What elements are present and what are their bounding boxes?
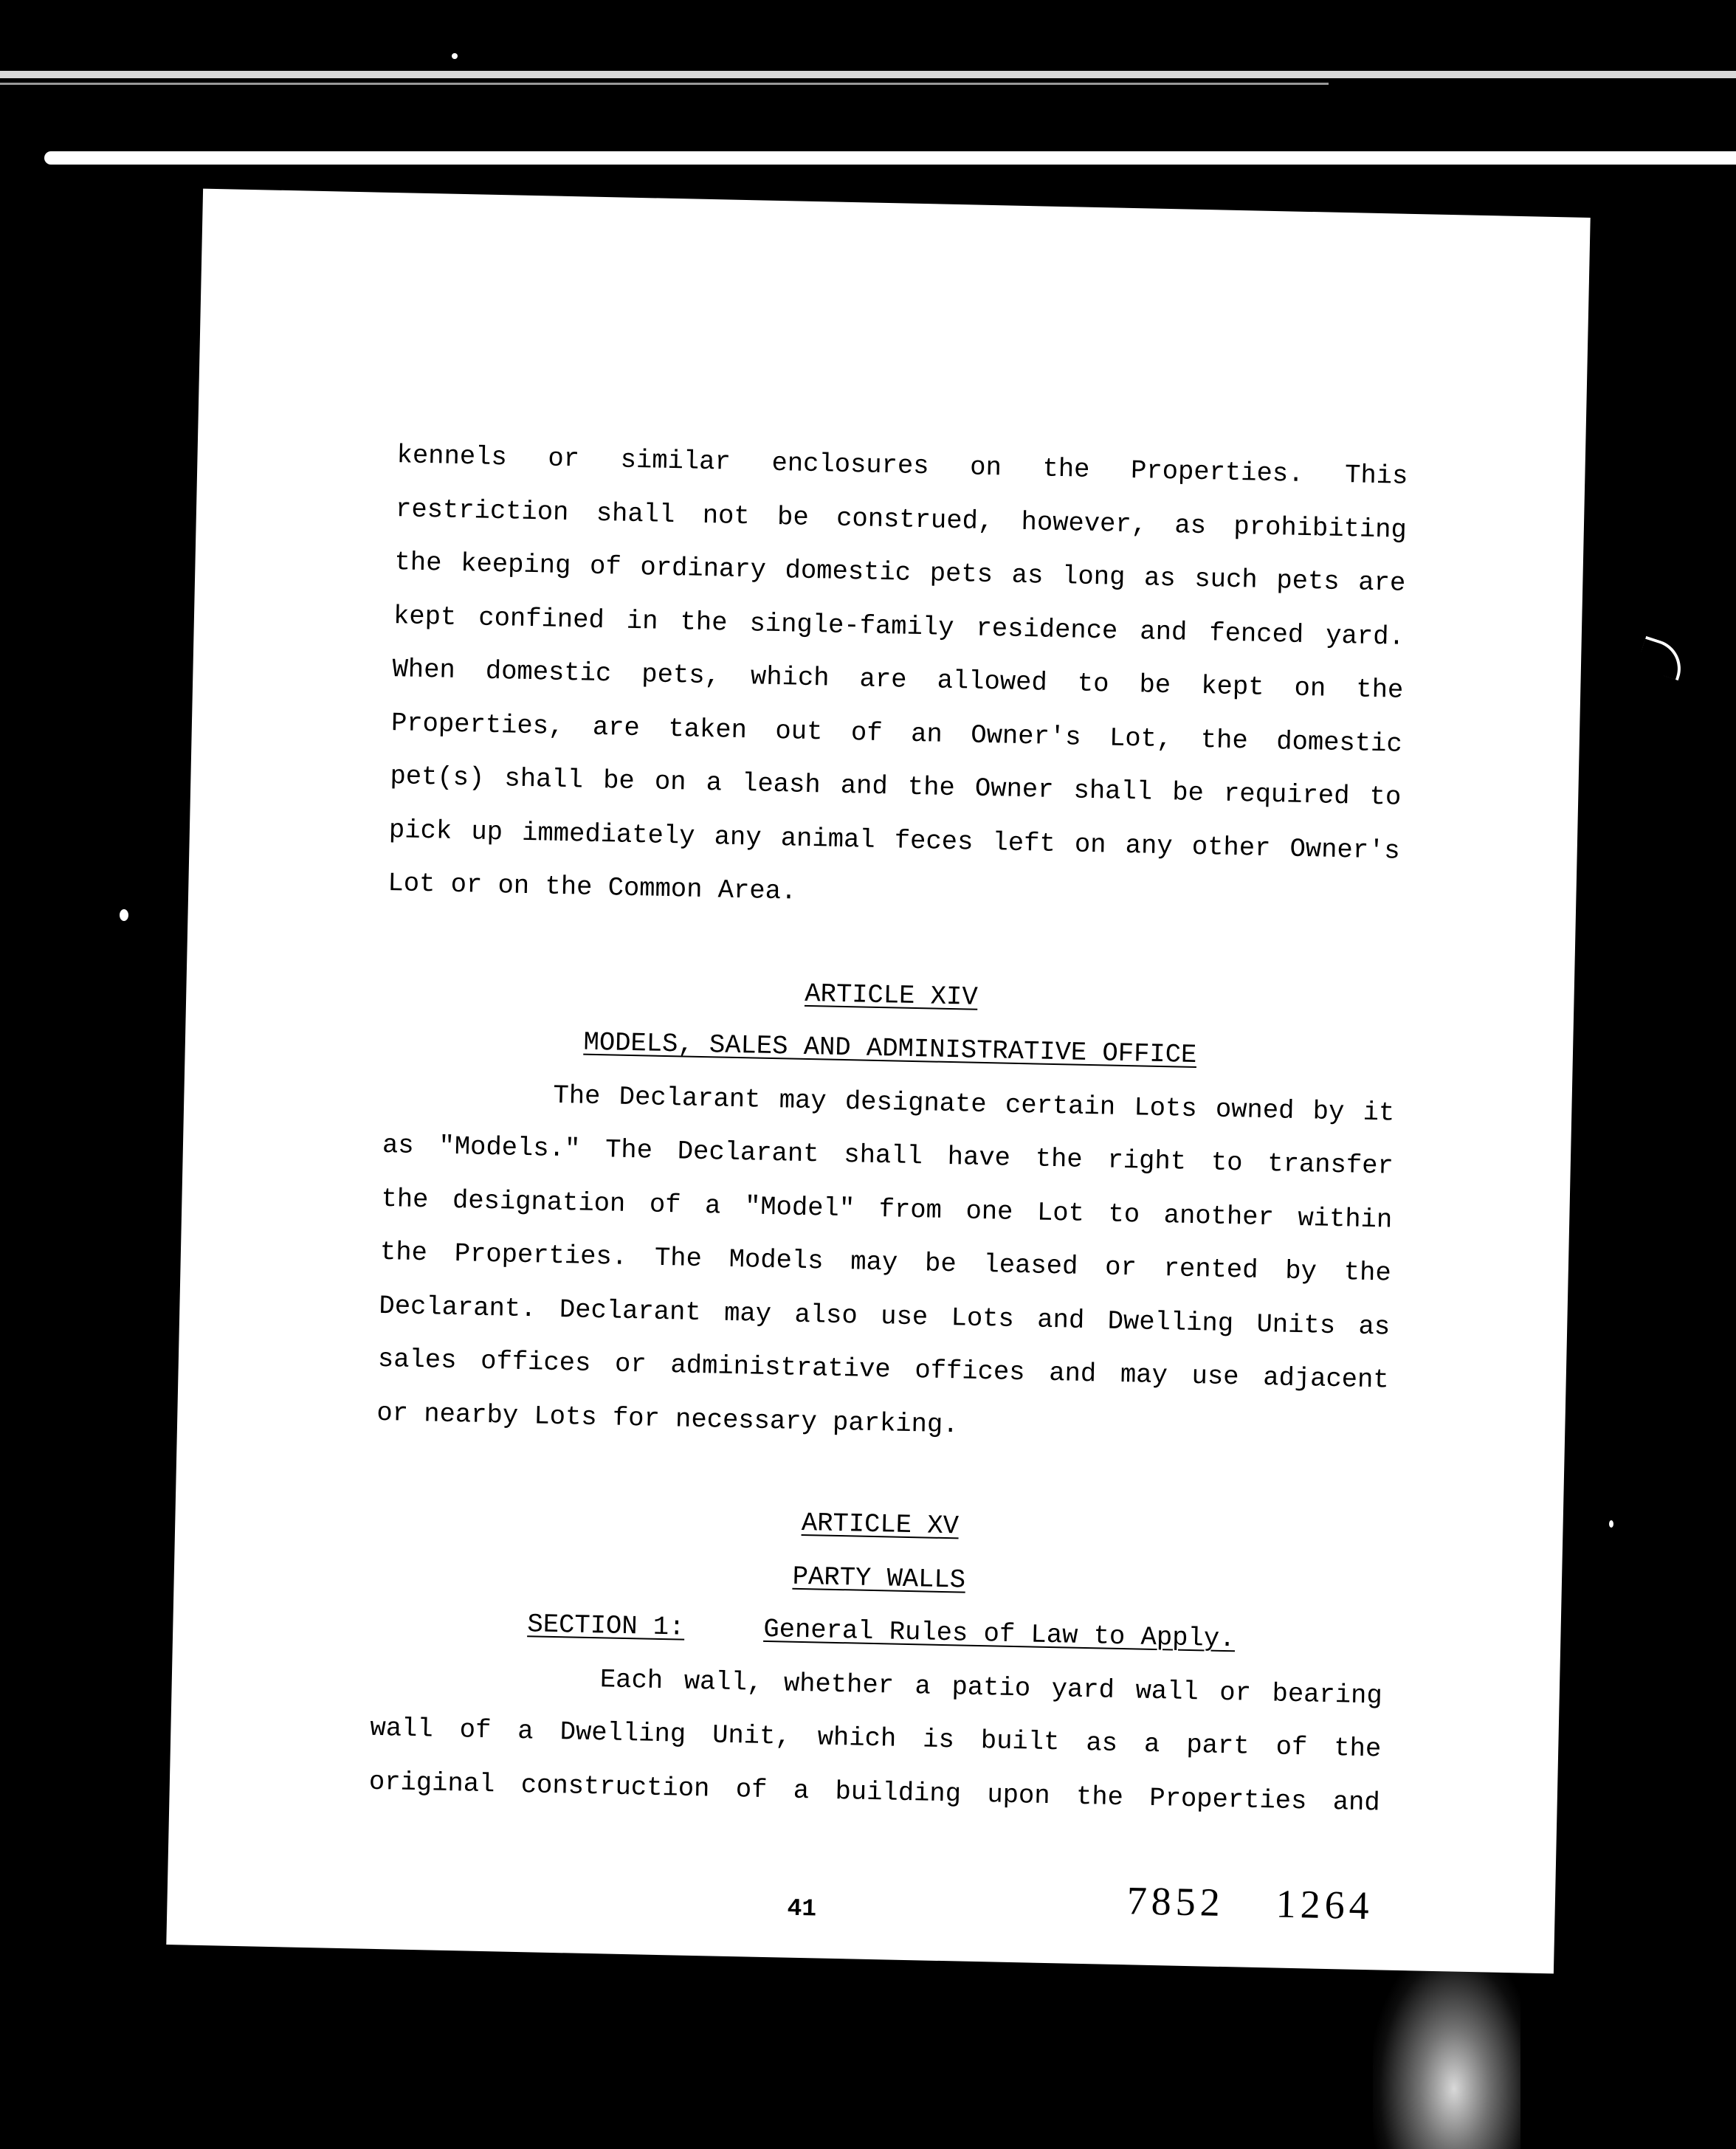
recording-page: 1264 — [1275, 1881, 1374, 1928]
article-heading: ARTICLE XV — [801, 1507, 960, 1542]
page-content — [368, 429, 1408, 1829]
scan-speck — [120, 909, 128, 921]
text-line: as "Models." The Declarant shall have the right to transfer — [382, 1129, 1394, 1182]
text-line: Properties, are taken out of an Owner's Lot, the domestic — [390, 707, 1403, 759]
scan-edge-streak — [0, 71, 1736, 78]
text-line: Lot or on the Common Area. — [388, 868, 797, 907]
scan-mark — [1636, 636, 1689, 680]
article-xv — [368, 1488, 1386, 1830]
scan-speck — [452, 53, 458, 59]
text-line: pick up immediately any animal feces left on any other Owner's — [388, 814, 1401, 866]
text-line: kennels or similar enclosures on the Properties. This — [396, 440, 1408, 491]
text-line: Declarant. Declarant may also use Lots and Dwelling Units as — [379, 1290, 1391, 1342]
text-line: kept confined in the single-family residence and fenced yard. — [393, 600, 1405, 652]
text-line: original construction of a building upon the Properties and — [368, 1766, 1381, 1818]
paragraph-pets — [388, 429, 1408, 931]
article-xiv — [376, 959, 1397, 1461]
text-line: The Declarant may designate certain Lots owned by it — [553, 1080, 1395, 1128]
recording-stamp — [1126, 1877, 1425, 1929]
recording-book: 7852 — [1126, 1878, 1225, 1925]
scan-edge-streak — [0, 83, 1329, 85]
text-line: restriction shall not be construed, however, as prohibiting — [395, 493, 1408, 545]
text-line: the keeping of ordinary domestic pets as long as such pets are — [394, 547, 1406, 599]
scan-speck — [1609, 1520, 1613, 1528]
text-line: sales offices or administrative offices and may use adjacent — [377, 1343, 1390, 1396]
page-number: 41 — [787, 1894, 817, 1923]
text-line: the designation of a "Model" from one Lot to another within — [381, 1183, 1393, 1235]
scan-noise-cluster — [1373, 1948, 1520, 2149]
text-line: wall of a Dwelling Unit, which is built as a part of the — [370, 1712, 1382, 1765]
text-line: Each wall, whether a patio yard wall or bearing — [599, 1663, 1383, 1711]
text-line: When domestic pets, which are allowed to be kept on the — [392, 654, 1404, 706]
section-title: General Rules of Law to Apply. — [762, 1613, 1236, 1655]
section-label: SECTION 1: — [527, 1609, 685, 1643]
article-title: MODELS, SALES AND ADMINISTRATIVE OFFICE — [583, 1027, 1197, 1071]
text-line: or nearby Lots for necessary parking. — [376, 1397, 959, 1440]
text-line: pet(s) shall be on a leash and the Owner shall be required to — [390, 761, 1402, 813]
text-line: the Properties. The Models may be leased or rented by the — [379, 1236, 1392, 1289]
article-title: PARTY WALLS — [792, 1561, 966, 1596]
scan-edge-streak — [44, 151, 1736, 165]
article-heading: ARTICLE XIV — [804, 978, 979, 1013]
document-page — [166, 189, 1590, 1974]
